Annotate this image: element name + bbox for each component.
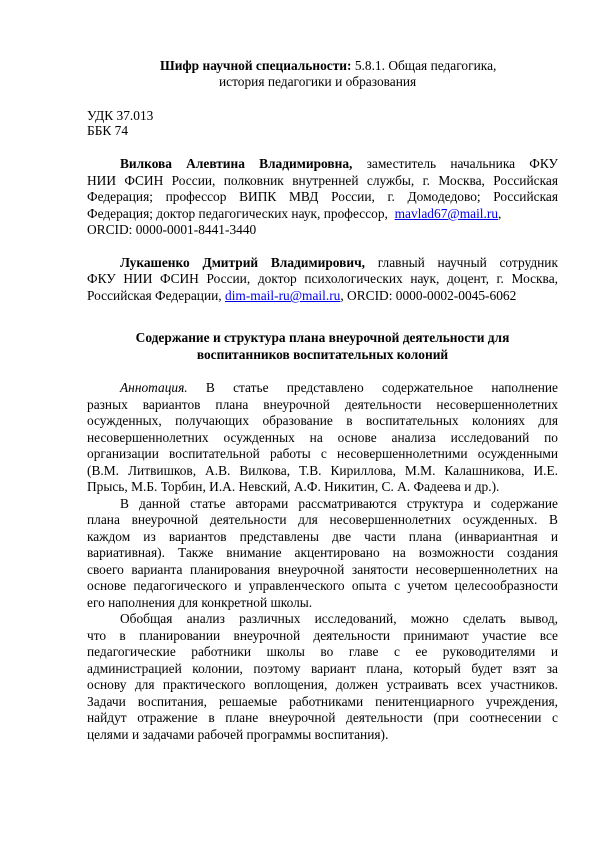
abstract-p2-line-5: своего варианта планирования внеурочной занятости несовершеннолетних на <box>87 562 558 577</box>
abstract-p2-line-7: его наполнения для конкретной школы. <box>87 595 313 610</box>
abstract-p2-line-4: вариативная). Также внимание акцентировано на возможности создания <box>87 545 558 560</box>
article-title-line-2 <box>87 347 558 363</box>
author2-name: Лукашенко Дмитрий Владимирович, <box>120 255 365 270</box>
article-title-2: воспитанников воспитательных колоний <box>196 347 449 362</box>
abstract-p2-line-3: каждом из вариантов представлены две части плана (инвариантная и <box>87 529 558 544</box>
abstract-p1-line-2: разных вариантов плана внеурочной деятельности несовершеннолетних <box>87 397 558 412</box>
article-title-line-1 <box>87 330 558 346</box>
udk-code: УДК 37.013 <box>87 108 154 123</box>
author1-line-1 <box>87 156 558 172</box>
bbk-code: ББК 74 <box>87 123 129 138</box>
abstract-p2-line-6: основе педагогического и управленческого опыта с учетом целесообразности <box>87 578 558 593</box>
abstract-p2-line-1: В данной статье авторами рассматриваются структура и содержание <box>120 496 558 511</box>
abstract-p1-line-1 <box>87 380 558 396</box>
author2-line-1 <box>87 255 558 271</box>
abstract-p1-text-1: В статье представлено содержательное наполнение <box>205 380 559 395</box>
abstract-p2-line-2: плана внеурочной деятельности для несовершеннолетних осужденных. В <box>87 512 558 527</box>
abstract-label: Аннотация. <box>120 380 188 395</box>
author1-line-4 <box>87 206 558 222</box>
specialty-value-1: 5.8.1. Общая педагогика, <box>354 58 497 73</box>
author1-email-link[interactable]: mavlad67@mail.ru <box>394 206 499 221</box>
author2-orcid: , ORCID: 0000-0002-0045-6062 <box>340 288 517 303</box>
abstract-p3-line-6: Задачи воспитания, решаемые работниками пенитенциарного учреждения, <box>87 694 558 709</box>
abstract-p1-line-6: (В.М. Литвишков, А.В. Вилкова, Т.В. Кириллова, М.М. Калашникова, И.Е. <box>87 463 558 478</box>
author2-email-link[interactable]: dim-mail-ru@mail.ru <box>225 288 341 303</box>
abstract-p3-line-4: администрацией колонии, поэтому вариант плана, который будет взят за <box>87 661 558 676</box>
author2-line-2: ФКУ НИИ ФСИН России, доктор психологических наук, доцент, г. Москва, <box>87 271 558 286</box>
abstract-p1-line-5: организации воспитательной работы с несовершеннолетними осужденными <box>87 446 558 461</box>
abstract-p1-line-3: осужденных, получающих образование в воспитательных колониях для <box>87 413 558 428</box>
author1-line-2: НИИ ФСИН России, полковник внутренней службы, г. Москва, Российская <box>87 173 558 188</box>
abstract-p1-line-7: Прысь, М.Б. Торбин, И.А. Невский, А.Ф. Никитин, С. А. Фадеева и др.). <box>87 479 500 494</box>
article-title-1: Содержание и структура плана внеурочной деятельности для <box>135 330 510 345</box>
abstract-p3-line-2: что в планировании внеурочной деятельности принимают участие все <box>87 628 558 643</box>
abstract-p3-line-5: основу для практического воплощения, должен устраивать всех участников. <box>87 677 558 692</box>
author1-degree: Федерация; доктор педагогических наук, профессор, <box>87 206 388 221</box>
abstract-p3-line-1: Обобщая анализ различных исследований, можно сделать вывод, <box>120 611 558 626</box>
author1-line-3: Федерация; профессор ВИПК МВД России, г. Домодедово; Российская <box>87 189 558 204</box>
abstract-p1-line-4: несовершеннолетних осужденных на основе анализа исследований по <box>87 430 558 445</box>
author1-position: заместитель начальника ФКУ <box>366 156 558 171</box>
author2-position: главный научный сотрудник <box>377 255 558 270</box>
abstract-p3-line-3: педагогические работники школы во главе с ее руководителями и <box>87 644 558 659</box>
author1-name: Вилкова Алевтина Владимировна, <box>120 156 353 171</box>
author2-country: Российская Федерации, <box>87 288 222 303</box>
abstract-p3-line-8: целями и задачами рабочей программы воспитания). <box>87 727 389 742</box>
author1-orcid: ORCID: 0000-0001-8441-3440 <box>87 222 257 237</box>
author1-comma: , <box>498 206 502 221</box>
specialty-line-2: история педагогики и образования <box>219 74 417 89</box>
abstract-p3-line-7: найдут отражение в плане внеурочной деятельности (при соотнесении с <box>87 710 558 725</box>
specialty-label: Шифр научной специальности: <box>160 58 352 73</box>
specialty-line-1 <box>160 58 496 74</box>
author2-line-3 <box>87 288 516 304</box>
